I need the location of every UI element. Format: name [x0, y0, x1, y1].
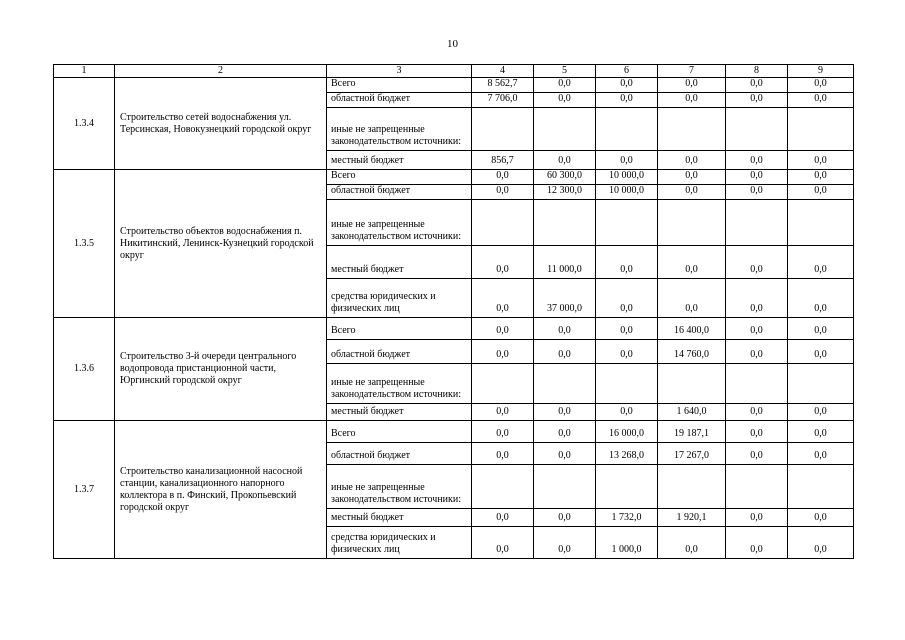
- amount-cell: 856,7: [472, 151, 534, 170]
- page-number: 10: [447, 38, 458, 50]
- funding-source: областной бюджет: [327, 340, 472, 364]
- amount-cell: 0,0: [788, 279, 854, 318]
- funding-source: Всего: [327, 421, 472, 443]
- amount-cell: 7 706,0: [472, 93, 534, 108]
- amount-cell: [534, 200, 596, 246]
- funding-source: Всего: [327, 78, 472, 93]
- amount-cell: 0,0: [534, 93, 596, 108]
- amount-cell: 0,0: [788, 527, 854, 559]
- amount-cell: 0,0: [658, 527, 726, 559]
- amount-cell: 0,0: [788, 78, 854, 93]
- amount-cell: [658, 200, 726, 246]
- amount-cell: 0,0: [788, 318, 854, 340]
- amount-cell: 1 000,0: [596, 527, 658, 559]
- amount-cell: 0,0: [534, 318, 596, 340]
- amount-cell: 0,0: [788, 185, 854, 200]
- amount-cell: 0,0: [788, 443, 854, 465]
- amount-cell: 0,0: [596, 93, 658, 108]
- amount-cell: [534, 108, 596, 151]
- amount-cell: 0,0: [726, 318, 788, 340]
- funding-source: иные не запрещенные законодательством источники:: [327, 200, 472, 246]
- amount-cell: 0,0: [726, 151, 788, 170]
- amount-cell: 0,0: [472, 443, 534, 465]
- column-header: 5: [534, 65, 596, 78]
- column-header: 1: [54, 65, 115, 78]
- amount-cell: 0,0: [534, 509, 596, 527]
- amount-cell: 19 187,1: [658, 421, 726, 443]
- amount-cell: 60 300,0: [534, 170, 596, 185]
- amount-cell: 0,0: [534, 527, 596, 559]
- amount-cell: 0,0: [472, 185, 534, 200]
- amount-cell: 0,0: [658, 279, 726, 318]
- amount-cell: 0,0: [726, 170, 788, 185]
- amount-cell: 0,0: [788, 404, 854, 421]
- item-code: 1.3.5: [54, 170, 115, 318]
- amount-cell: 0,0: [788, 340, 854, 364]
- amount-cell: [658, 465, 726, 509]
- column-header: 8: [726, 65, 788, 78]
- amount-cell: [658, 364, 726, 404]
- amount-cell: [788, 200, 854, 246]
- amount-cell: 37 000,0: [534, 279, 596, 318]
- amount-cell: 0,0: [658, 78, 726, 93]
- amount-cell: 0,0: [534, 421, 596, 443]
- funding-source: Всего: [327, 318, 472, 340]
- amount-cell: 0,0: [596, 78, 658, 93]
- amount-cell: 0,0: [596, 404, 658, 421]
- amount-cell: [596, 108, 658, 151]
- amount-cell: 0,0: [534, 340, 596, 364]
- amount-cell: 0,0: [726, 185, 788, 200]
- table-row: [54, 78, 854, 93]
- amount-cell: 0,0: [788, 421, 854, 443]
- header-row: [54, 65, 854, 78]
- amount-cell: 0,0: [726, 443, 788, 465]
- amount-cell: 0,0: [658, 93, 726, 108]
- amount-cell: [788, 108, 854, 151]
- funding-source: местный бюджет: [327, 509, 472, 527]
- funding-source: иные не запрещенные законодательством источники:: [327, 465, 472, 509]
- amount-cell: 0,0: [726, 246, 788, 279]
- funding-source: областной бюджет: [327, 443, 472, 465]
- amount-cell: 0,0: [658, 185, 726, 200]
- amount-cell: 0,0: [534, 78, 596, 93]
- amount-cell: 0,0: [596, 151, 658, 170]
- column-header: 7: [658, 65, 726, 78]
- item-name: Строительство 3-й очереди центрального водопровода пристанционной части, Юргинский городской округ: [115, 318, 327, 421]
- amount-cell: 0,0: [596, 340, 658, 364]
- amount-cell: [726, 108, 788, 151]
- amount-cell: 0,0: [472, 340, 534, 364]
- amount-cell: 0,0: [534, 443, 596, 465]
- amount-cell: [472, 465, 534, 509]
- funding-source: местный бюджет: [327, 151, 472, 170]
- item-name: Строительство сетей водоснабжения ул. Терсинская, Новокузнецкий городской округ: [115, 78, 327, 170]
- amount-cell: 14 760,0: [658, 340, 726, 364]
- amount-cell: 0,0: [726, 340, 788, 364]
- amount-cell: 0,0: [726, 509, 788, 527]
- item-name: Строительство канализационной насосной станции, канализационного напорного коллектора в п. Финский, Прокопьевский городской округ: [115, 421, 327, 559]
- funding-source: Всего: [327, 170, 472, 185]
- amount-cell: 0,0: [596, 318, 658, 340]
- funding-source: средства юридических и физических лиц: [327, 279, 472, 318]
- item-name: Строительство объектов водоснабжения п. Никитинский, Ленинск-Кузнецкий городской округ: [115, 170, 327, 318]
- amount-cell: [726, 465, 788, 509]
- amount-cell: 0,0: [596, 246, 658, 279]
- funding-source: иные не запрещенные законодательством источники:: [327, 364, 472, 404]
- amount-cell: 0,0: [472, 170, 534, 185]
- amount-cell: 0,0: [788, 170, 854, 185]
- amount-cell: 11 000,0: [534, 246, 596, 279]
- amount-cell: 0,0: [788, 151, 854, 170]
- amount-cell: [472, 200, 534, 246]
- amount-cell: 0,0: [472, 509, 534, 527]
- amount-cell: 10 000,0: [596, 185, 658, 200]
- amount-cell: [472, 364, 534, 404]
- amount-cell: 8 562,7: [472, 78, 534, 93]
- amount-cell: 0,0: [534, 151, 596, 170]
- amount-cell: 0,0: [726, 404, 788, 421]
- funding-source: областной бюджет: [327, 93, 472, 108]
- amount-cell: 16 400,0: [658, 318, 726, 340]
- table-row: [54, 318, 854, 340]
- item-code: 1.3.6: [54, 318, 115, 421]
- amount-cell: 0,0: [726, 279, 788, 318]
- column-header: 2: [115, 65, 327, 78]
- amount-cell: [788, 465, 854, 509]
- column-header: 4: [472, 65, 534, 78]
- amount-cell: 1 920,1: [658, 509, 726, 527]
- amount-cell: 0,0: [658, 151, 726, 170]
- amount-cell: 13 268,0: [596, 443, 658, 465]
- amount-cell: 0,0: [726, 527, 788, 559]
- amount-cell: [788, 364, 854, 404]
- item-code: 1.3.4: [54, 78, 115, 170]
- amount-cell: 0,0: [788, 93, 854, 108]
- funding-source: иные не запрещенные законодательством источники:: [327, 108, 472, 151]
- amount-cell: 10 000,0: [596, 170, 658, 185]
- amount-cell: 0,0: [788, 509, 854, 527]
- amount-cell: [472, 108, 534, 151]
- amount-cell: 0,0: [472, 527, 534, 559]
- amount-cell: 0,0: [472, 246, 534, 279]
- table-row: [54, 170, 854, 185]
- amount-cell: 0,0: [726, 421, 788, 443]
- amount-cell: 0,0: [534, 404, 596, 421]
- amount-cell: 0,0: [596, 279, 658, 318]
- amount-cell: 12 300,0: [534, 185, 596, 200]
- amount-cell: 0,0: [472, 279, 534, 318]
- amount-cell: 0,0: [472, 421, 534, 443]
- amount-cell: [534, 364, 596, 404]
- funding-source: средства юридических и физических лиц: [327, 527, 472, 559]
- amount-cell: 16 000,0: [596, 421, 658, 443]
- amount-cell: 1 640,0: [658, 404, 726, 421]
- funding-source: местный бюджет: [327, 404, 472, 421]
- table-row: [54, 421, 854, 443]
- amount-cell: [726, 200, 788, 246]
- amount-cell: [596, 465, 658, 509]
- funding-source: местный бюджет: [327, 246, 472, 279]
- column-header: 3: [327, 65, 472, 78]
- column-header: 9: [788, 65, 854, 78]
- amount-cell: 0,0: [472, 404, 534, 421]
- item-code: 1.3.7: [54, 421, 115, 559]
- amount-cell: [596, 200, 658, 246]
- amount-cell: 0,0: [658, 246, 726, 279]
- amount-cell: 0,0: [726, 93, 788, 108]
- amount-cell: 1 732,0: [596, 509, 658, 527]
- amount-cell: 0,0: [788, 246, 854, 279]
- amount-cell: [726, 364, 788, 404]
- amount-cell: 0,0: [472, 318, 534, 340]
- budget-table: [53, 64, 854, 559]
- column-header: 6: [596, 65, 658, 78]
- amount-cell: 0,0: [658, 170, 726, 185]
- funding-source: областной бюджет: [327, 185, 472, 200]
- amount-cell: [658, 108, 726, 151]
- amount-cell: [534, 465, 596, 509]
- amount-cell: [596, 364, 658, 404]
- amount-cell: 0,0: [726, 78, 788, 93]
- amount-cell: 17 267,0: [658, 443, 726, 465]
